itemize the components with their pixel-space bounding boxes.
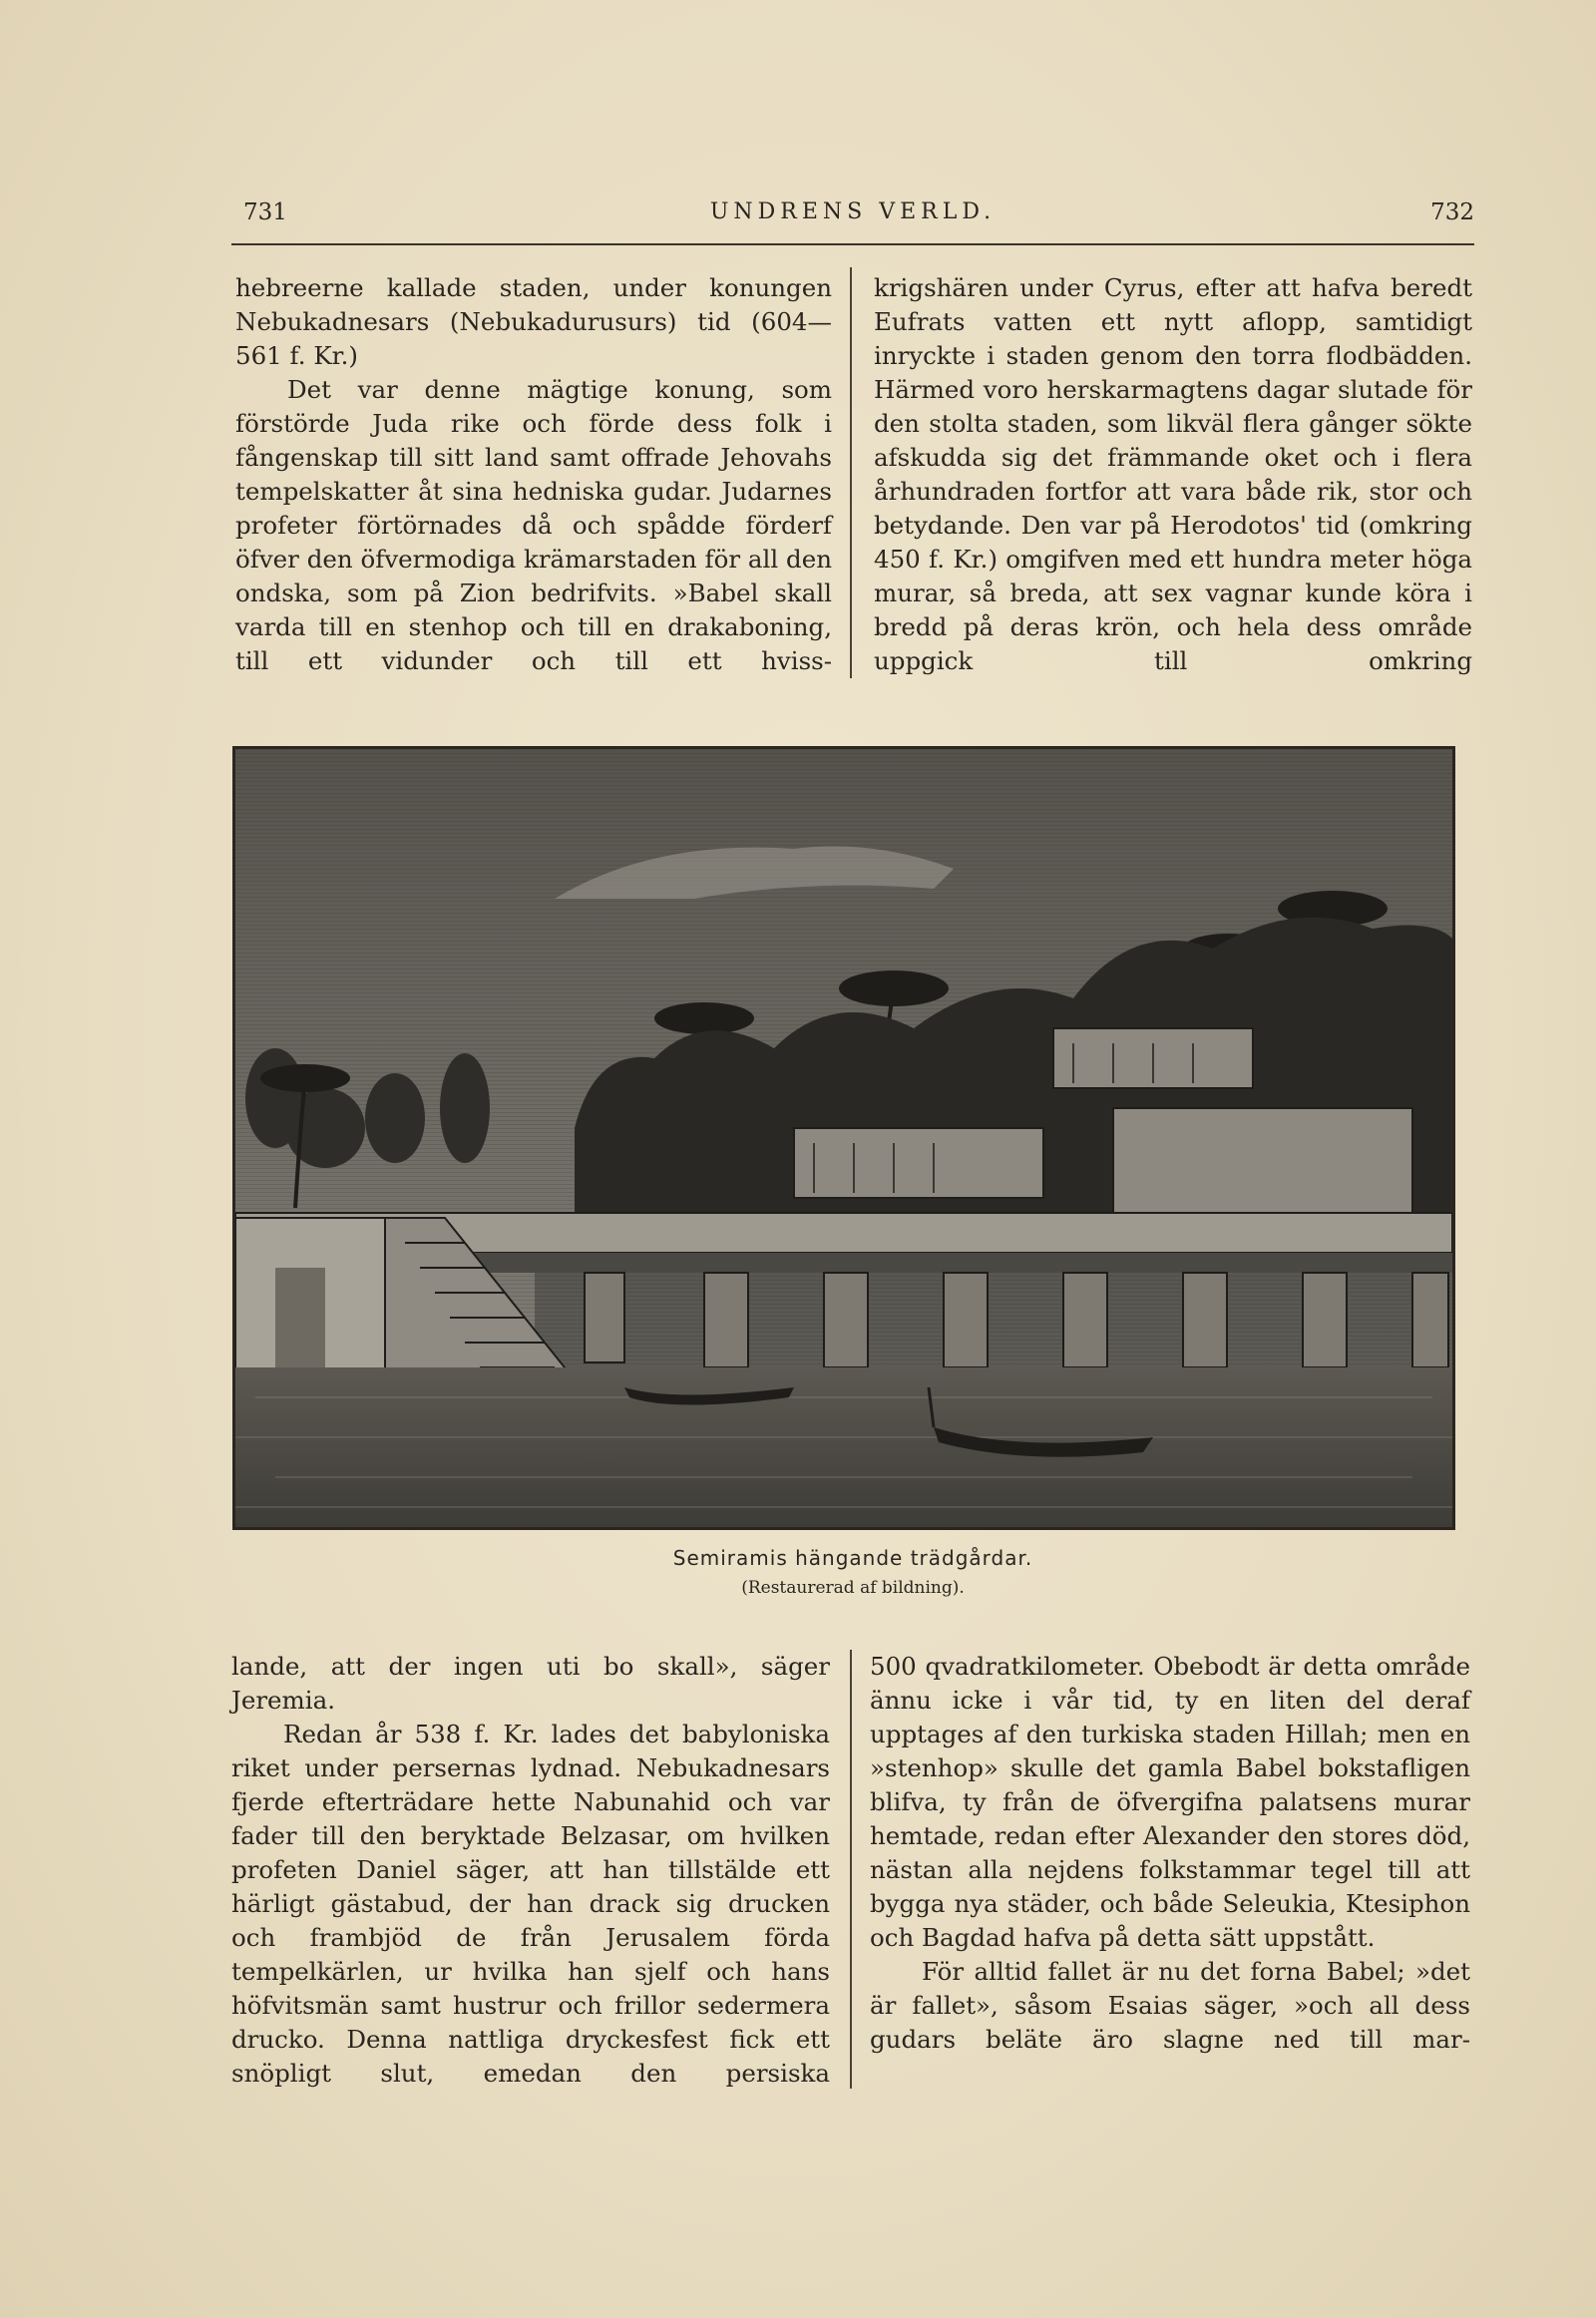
- running-header: [231, 199, 1474, 229]
- paragraph: 500 qvadratkilometer. Obebodt är detta område ännu icke i vår tid, ty en liten del deraf upptages af den turkiska staden Hillah; men en »stenhop» skulle det gamla Babel bokstafligen blifva, ty från de öfvergifna palatsens murar hemtade, redan efter Alexander den stores död, nästan alla nejdens folkstammar tegel till att bygga nya städer, och både Seleukia, Ktesiphon och Bagdad hafva på detta sätt uppstått.: [870, 1652, 1470, 1952]
- engraving-illustration: [235, 749, 1452, 1527]
- column-right-bottom: [870, 1650, 1470, 2057]
- column-right-top: [874, 271, 1472, 678]
- paragraph: Redan år 538 f. Kr. lades det babyloniska riket under persernas lydnad. Nebukadnesars fjerde efterträdare hette Nabunahid och var fader till den beryktade Belzasar, om hvilken profeten Daniel säger, att han tillstälde ett härligt gästabud, der han drack sig drucken och frambjöd de från Jerusalem förda tempelkärlen, ur hvilka han sjelf och hans höfvitsmän samt hustrur och frillor sedermera drucko. Denna nattliga dryckesfest fick ett snöpligt slut, emedan den persiska: [231, 1720, 830, 2088]
- figure-subcaption: (Restaurerad af bildning).: [741, 1578, 965, 1598]
- paragraph: Det var denne mägtige konung, som förstörde Juda rike och förde dess folk i fångenskap till sitt land samt offrade Jehovahs tempelskatter åt sina hedniska gudar. Judarnes profeter förtörnades då och spådde förderf öfver den öfvermodiga krämarstaden för all den ondska, som på Zion bedrifvits. »Babel skall varda till en stenhop och till en drakaboning, till ett vidunder och till ett hviss-: [235, 375, 832, 675]
- column-divider-top: [850, 267, 852, 678]
- page-number-right: 732: [1430, 199, 1474, 225]
- column-left-top: [235, 271, 832, 678]
- paragraph: För alltid fallet är nu det forna Babel; »det är fallet», såsom Esaias säger, »och all dess gudars beläte äro slagne ned till mar-: [870, 1957, 1470, 2054]
- engraving-hanging-gardens: [232, 746, 1455, 1530]
- page-number-left: 731: [243, 199, 287, 225]
- paragraph: lande, att der ingen uti bo skall», säger Jeremia.: [231, 1652, 830, 1715]
- column-left-bottom: [231, 1650, 830, 2091]
- column-divider-bottom: [850, 1650, 852, 2089]
- figure-caption: Semiramis hängande trädgårdar.: [672, 1546, 1033, 1570]
- running-title: UNDRENS VERLD.: [709, 199, 997, 224]
- paragraph: krigshären under Cyrus, efter att hafva beredt Eufrats vatten ett nytt aflopp, samtidigt inryckte i staden genom den torra flodbädden. Härmed voro herskarmagtens dagar slutade för den stolta staden, som likväl flera gånger sökte afskudda sig det främmande oket och i flera århundraden fortfor att vara både rik, stor och betydande. Den var på Herodotos' tid (omkring 450 f. Kr.) omgifven med ett hundra meter höga murar, så breda, att sex vagnar kunde köra i bredd på deras krön, och hela dess område uppgick till omkring: [874, 273, 1472, 675]
- paragraph: hebreerne kallade staden, under konungen Nebukadnesars (Nebukadurusurs) tid (604—561 f. Kr.): [235, 273, 832, 370]
- header-rule: [231, 243, 1474, 245]
